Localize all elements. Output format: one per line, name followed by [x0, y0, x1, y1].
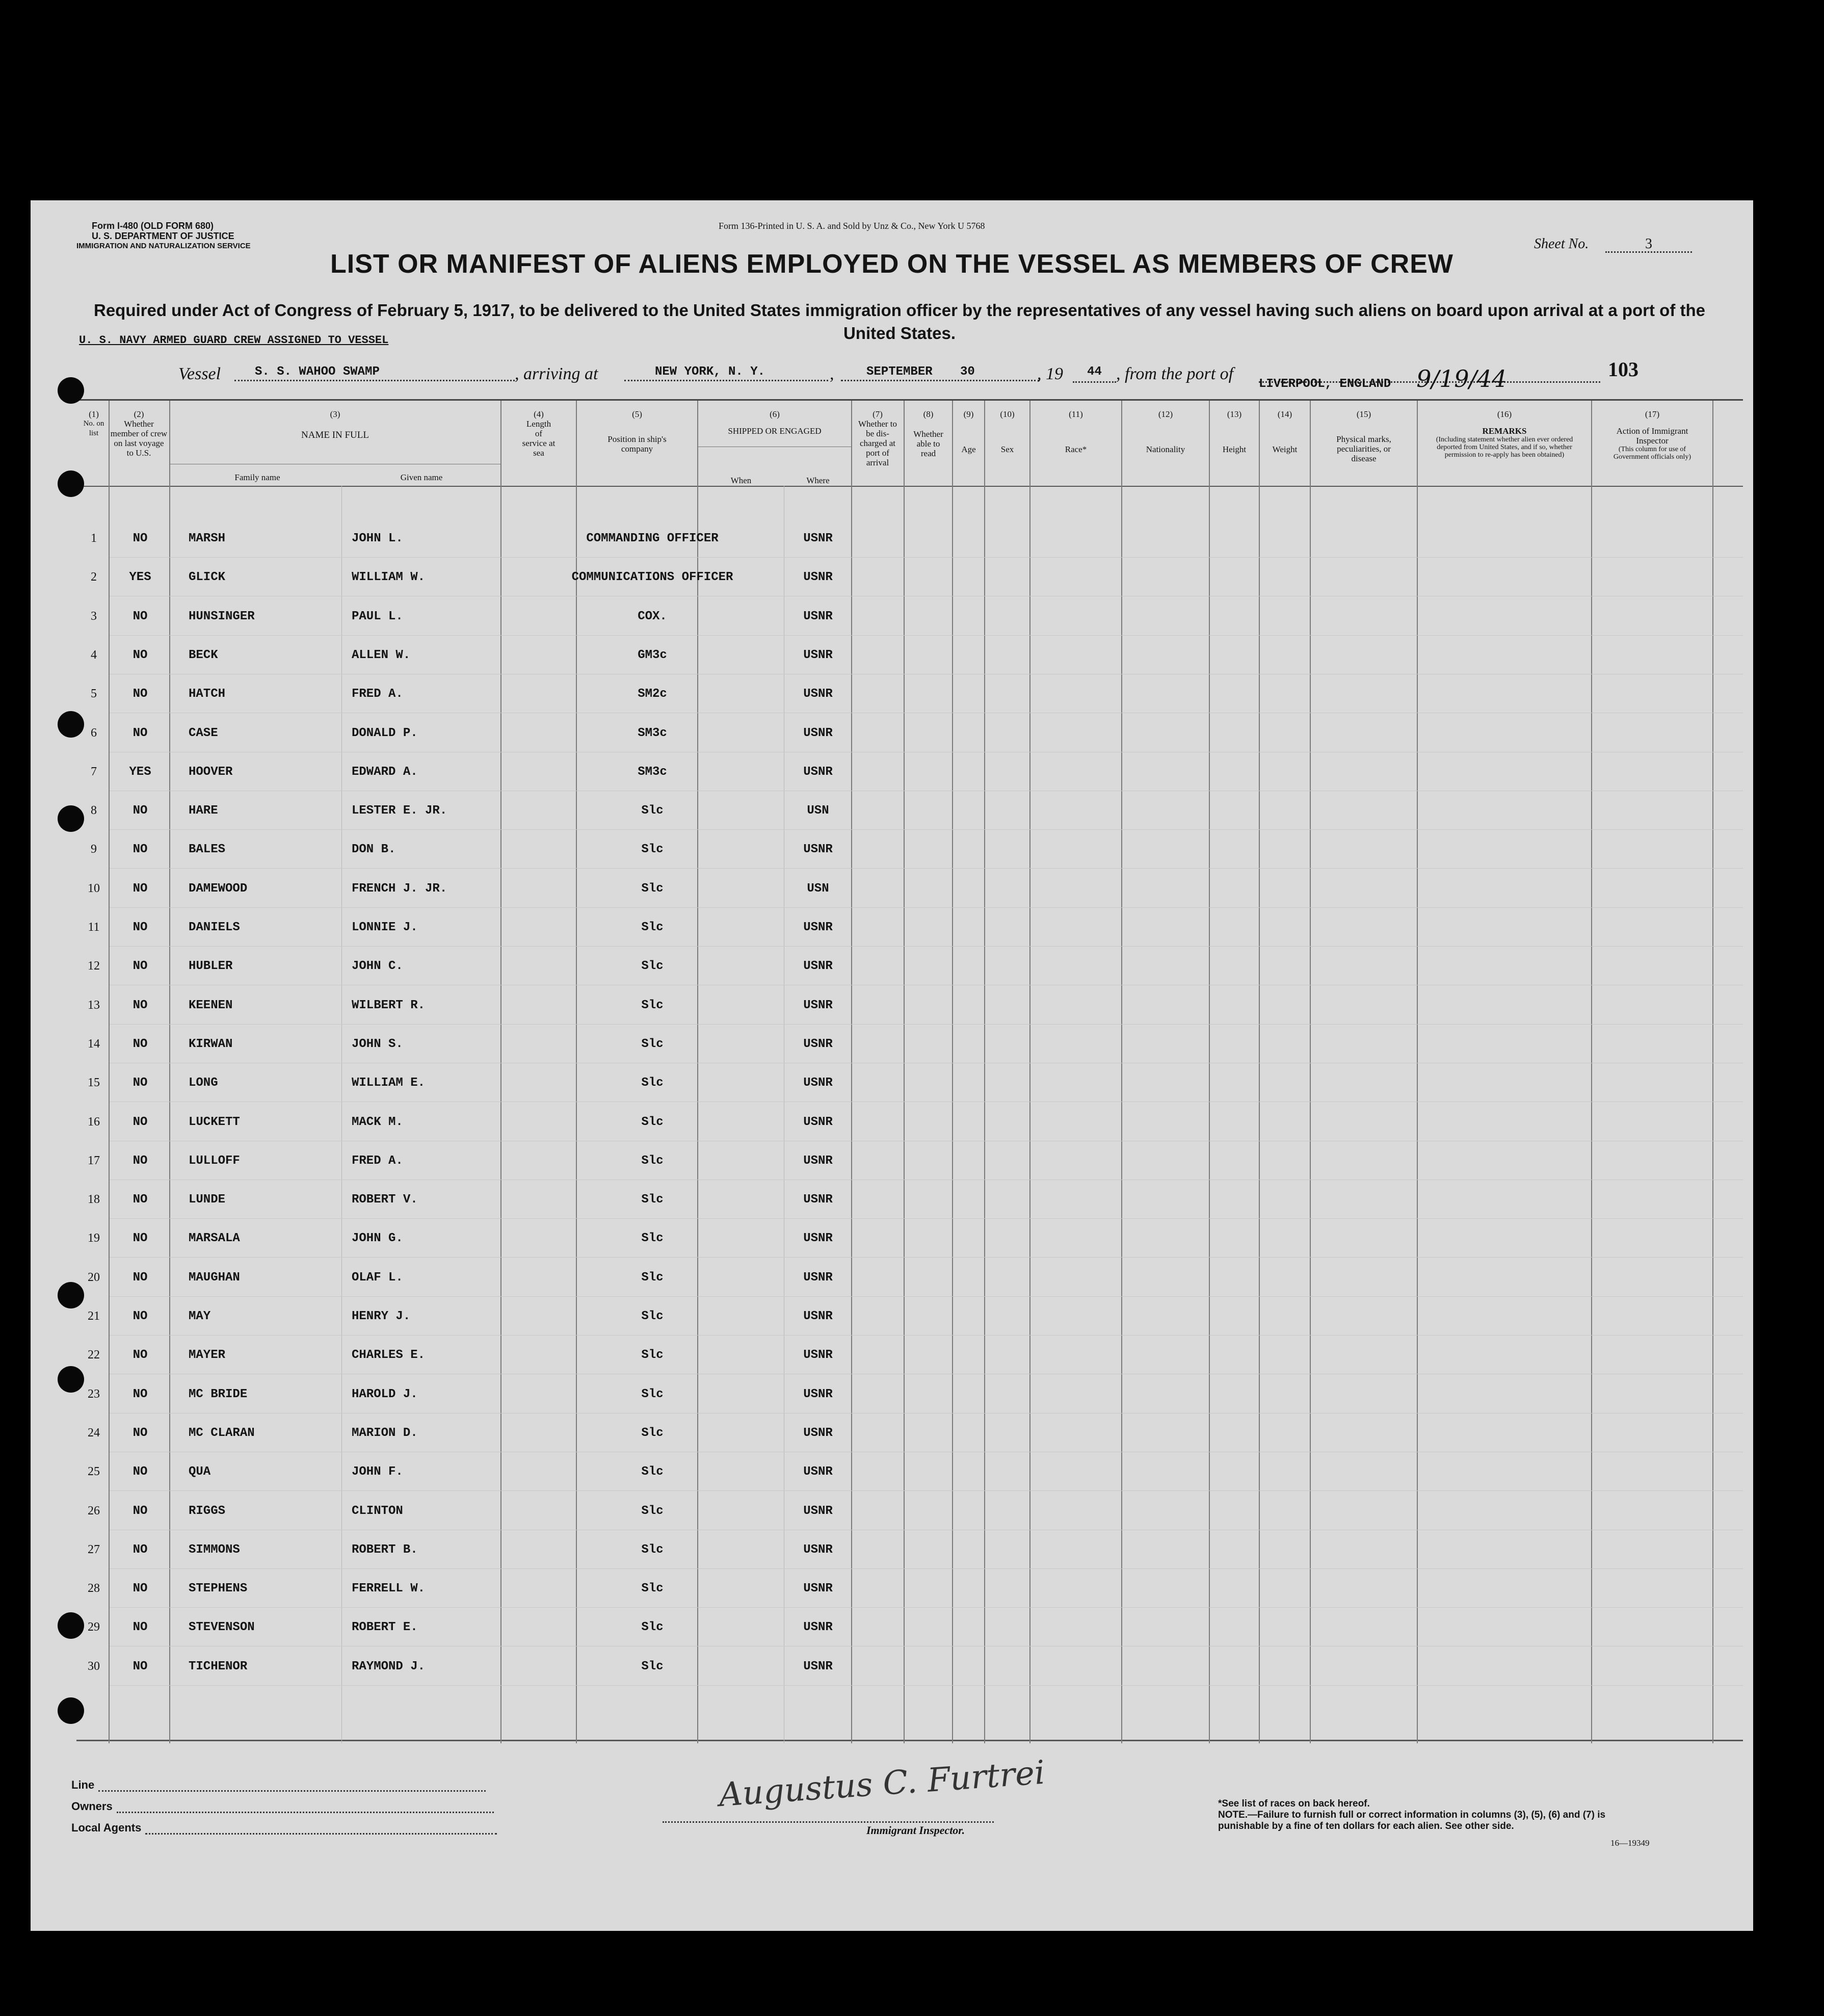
- footer-labels: [71, 1770, 497, 1835]
- punch-hole: [58, 377, 84, 404]
- given-name: HAROLD J.: [352, 1387, 418, 1401]
- row-number: 29: [88, 1620, 100, 1634]
- last-voyage: NO: [133, 1232, 148, 1246]
- manifest-sheet: Form I-480 (OLD FORM 680) U. S. DEPARTMENT OF JUSTICE IMMIGRATION AND NATURALIZATION SERVICE Form 136-Printed in U. S. A. and Sold by Unz & Co., New York U 5768 Sheet No. 3 LIST OR MANIFEST OF ALIENS EMPLOYED ON THE VESSEL AS MEMBERS OF CREW Required under Act of Congress of February 5, 1917, to be delivered to the United States immigration officer by the representatives of any vessel having such aliens on board upon arrival at a port of the United States. U. S. NAVY ARMED GUARD CREW ASSIGNED TO VESSEL Vessel S. S. WAHOO SWAMP , arriving at NEW YORK, N. Y. , SEPTEMBER 30 , 19 44 , from the port of LIVERPOOL, ENGLAND 9/19/44 103 (1) No. on list (2) Whether member of crew on last voyage to U.S. (3) NAME IN FULL Family name Given name (4) Length of service at sea (5) Position in ship's company (6) SHIPPED OR ENGAGED When Where (7) Whether to be dis-charged at port of arrival (8) Whether able to read (9) Age (10) Sex (11) Race* (12) Nationality (13) Height (14) Weight (15) Physical marks, peculiarities, or disease (16) REMARKS (Including statement whether alien ever ordered deported from United States, and if so, whether permission to re-apply has been obtained) (17) Action of Immigrant Inspector (This column for use of Government officials only) 1 NO MARSH JOHN L. COMMANDING OFFICER USNR 2 YES GLICK WILLIAM W. COMMUNICATIONS OFFICER USNR 3 NO HUNSINGER PAUL L. COX. USNR 4 NO BECK ALLEN W. GM3c USNR 5 NO HATCH FRED A. SM2c USNR 6 NO CASE DONALD P. SM3c USNR 7 YES HOOVER EDWARD A. SM3c USNR 8 NO HARE LESTER E. JR. Slc USN 9 NO BALES DON B. Slc USNR 10 NO DAMEWOOD FRENCH J. JR. Slc USN 11 NO DANIELS LONNIE J. Slc USNR 12 NO HUBLER JOHN C. Slc USNR 13 NO KEENEN WILBERT R. Slc USNR 14 NO KIRWAN JOHN S. Slc USNR 15 NO LONG WILLIAM E. Slc USNR 16 NO LUCKETT MACK M. Slc USNR 17 NO LULLOFF FRED A. Slc USNR 18 NO LUNDE ROBERT V. Slc USNR 19 NO MARSALA JOHN G. Slc USNR 20 NO MAUGHAN OLAF L. Slc USNR 21 NO MAY HENRY J. Slc USNR 22 NO MAYER CHARLES E. Slc USNR 23 NO MC BRIDE HAROLD J. Slc USNR 24 NO MC CLARAN MARION D. Slc USNR 25 NO QUA JOHN F. Slc USNR 26 NO RIGGS CLINTON Slc USNR 27 NO SIMMONS ROBERT B. Slc USNR 28 NO STEPHENS FERRELL W. Slc USNR 29 NO STEVENSON ROBERT E. Slc USNR 30 NO TICHENOR RAYMOND J. Slc USNR Line Owners Local Agents Augustus C. Furtrei Immigrant Inspector. *See list of races on back hereof. NOTE.—Failure to furnish full or correct information in columns (3), (5), (6) and (7) is punishable by a fine of ten dollars for each alien. See other side. 16—19349: [31, 200, 1753, 1931]
- given-name: JOHN G.: [352, 1232, 403, 1246]
- arrival-day: 30: [960, 365, 975, 379]
- crew-note: U. S. NAVY ARMED GUARD CREW ASSIGNED TO VESSEL: [79, 334, 389, 347]
- last-voyage: NO: [133, 1504, 148, 1518]
- col-16-header: (16) REMARKS (Including statement whether alien ever ordered deported from United States, and if so, whether permission to re-apply has been obtained): [1436, 409, 1573, 459]
- row-number: 19: [88, 1232, 100, 1245]
- ship-position: SM3c: [638, 726, 667, 740]
- shipped-where: USNR: [803, 1426, 833, 1440]
- family-name: SIMMONS: [189, 1542, 240, 1557]
- footer-notes: [1218, 1798, 1616, 1832]
- punch-hole: [58, 470, 84, 497]
- shipped-where-header: Where: [806, 476, 830, 485]
- family-name: KIRWAN: [189, 1037, 233, 1051]
- shipped-where: USNR: [803, 959, 833, 974]
- shipped-where: USNR: [803, 1232, 833, 1246]
- ship-position: COX.: [638, 609, 667, 623]
- last-voyage: NO: [133, 843, 148, 857]
- shipped-where: USNR: [803, 1620, 833, 1635]
- ship-position: Slc: [641, 1426, 664, 1440]
- row-number: 30: [88, 1659, 100, 1673]
- last-voyage: NO: [133, 687, 148, 701]
- col-15-header: (15) Physical marks, peculiarities, or disease: [1336, 409, 1391, 463]
- row-number: 28: [88, 1582, 100, 1595]
- row-number: 15: [88, 1076, 100, 1090]
- arrival-year: 44: [1073, 365, 1116, 383]
- inspector-signature: Augustus C. Furtrei: [718, 1753, 1046, 1815]
- sheet-label: Sheet No.: [1534, 236, 1589, 252]
- given-name: JOHN C.: [352, 959, 403, 974]
- family-name: LONG: [189, 1076, 218, 1090]
- row-number: 18: [88, 1193, 100, 1207]
- last-voyage: YES: [129, 765, 151, 779]
- row-number: 17: [88, 1154, 100, 1167]
- shipped-where: USNR: [803, 1582, 833, 1596]
- row-number: 13: [88, 998, 100, 1012]
- col-7-header: (7) Whether to be dis-charged at port of arrival: [858, 409, 897, 467]
- ship-position: Slc: [641, 998, 664, 1012]
- page-number: 103: [1608, 358, 1638, 381]
- shipped-where: USNR: [803, 921, 833, 934]
- last-voyage: NO: [133, 1310, 148, 1323]
- col-6-header: (6) SHIPPED OR ENGAGED: [728, 409, 822, 436]
- ship-position: Slc: [641, 843, 664, 857]
- ship-position: COMMANDING OFFICER: [586, 532, 719, 545]
- last-voyage: NO: [133, 1037, 148, 1051]
- given-name: ROBERT V.: [352, 1193, 418, 1207]
- ship-position: COMMUNICATIONS OFFICER: [571, 570, 733, 585]
- vessel-name: S. S. WAHOO SWAMP: [234, 365, 515, 381]
- shipped-where: USNR: [803, 1076, 833, 1090]
- punch-hole: [58, 1282, 84, 1308]
- given-name: RAYMOND J.: [352, 1659, 426, 1673]
- family-name: HUBLER: [189, 959, 233, 974]
- given-name: DON B.: [352, 843, 396, 857]
- shipped-where: USNR: [803, 1270, 833, 1285]
- given-name: FRED A.: [352, 1154, 403, 1168]
- last-voyage: NO: [133, 1620, 148, 1635]
- punch-hole: [58, 1366, 84, 1393]
- col-14-header: (14) Weight: [1272, 409, 1298, 454]
- last-voyage: NO: [133, 921, 148, 934]
- given-name: JOHN F.: [352, 1465, 403, 1479]
- col-17-header: (17) Action of Immigrant Inspector (This column for use of Government officials only): [1613, 409, 1691, 461]
- given-name: PAUL L.: [352, 609, 403, 623]
- given-name: OLAF L.: [352, 1270, 403, 1285]
- punch-hole: [58, 1612, 84, 1639]
- given-name: WILBERT R.: [352, 998, 426, 1012]
- shipped-where: USNR: [803, 843, 833, 857]
- shipped-where: USNR: [803, 1504, 833, 1518]
- family-name: DAMEWOOD: [189, 881, 248, 896]
- family-name: GLICK: [189, 570, 226, 585]
- ship-position: Slc: [641, 959, 664, 974]
- col-3-header: (3) NAME IN FULL: [301, 409, 369, 440]
- from-port-text: LIVERPOOL, ENGLAND: [1259, 377, 1391, 391]
- row-number: 21: [88, 1310, 100, 1323]
- given-name: LONNIE J.: [352, 921, 418, 934]
- last-voyage: NO: [133, 1154, 148, 1168]
- last-voyage: NO: [133, 1387, 148, 1401]
- family-name: CASE: [189, 726, 218, 740]
- inspector-label: Immigrant Inspector.: [866, 1824, 965, 1837]
- family-name: HOOVER: [189, 765, 233, 779]
- ship-position: Slc: [641, 1542, 664, 1557]
- last-voyage: NO: [133, 1426, 148, 1440]
- row-number: 14: [88, 1037, 100, 1051]
- shipped-where: USNR: [803, 1542, 833, 1557]
- race-note: *See list of races on back hereof.: [1218, 1798, 1370, 1809]
- given-name: JOHN L.: [352, 532, 403, 545]
- last-voyage: NO: [133, 804, 148, 818]
- row-number: 3: [91, 609, 97, 623]
- last-voyage: NO: [133, 1193, 148, 1207]
- col-1-header: (1) No. on list: [83, 409, 104, 437]
- row-number: 8: [91, 804, 97, 818]
- local-agents-label: Local Agents: [71, 1821, 142, 1834]
- given-name: EDWARD A.: [352, 765, 418, 779]
- penalty-note: NOTE.—Failure to furnish full or correct information in columns (3), (5), (6) and (7) is punishable by a fine of ten dollars for each alien. See other side.: [1218, 1810, 1606, 1831]
- given-name: MACK M.: [352, 1115, 403, 1129]
- shipped-where: USN: [807, 881, 829, 896]
- given-name: HENRY J.: [352, 1310, 411, 1323]
- shipped-where: USNR: [803, 998, 833, 1012]
- shipped-where: USNR: [803, 648, 833, 662]
- given-name: CHARLES E.: [352, 1348, 426, 1363]
- family-name: STEVENSON: [189, 1620, 255, 1635]
- shipped-where: USNR: [803, 1037, 833, 1051]
- last-voyage: NO: [133, 609, 148, 623]
- last-voyage: NO: [133, 532, 148, 545]
- family-name: MC BRIDE: [189, 1387, 248, 1401]
- printer-line: Form 136-Printed in U. S. A. and Sold by Unz & Co., New York U 5768: [719, 221, 985, 231]
- last-voyage: NO: [133, 648, 148, 662]
- shipped-where: USNR: [803, 609, 833, 623]
- shipped-where: USNR: [803, 1659, 833, 1673]
- ship-position: Slc: [641, 1310, 664, 1323]
- shipped-where: USNR: [803, 1115, 833, 1129]
- family-name: KEENEN: [189, 998, 233, 1012]
- shipped-where: USNR: [803, 726, 833, 740]
- last-voyage: NO: [133, 1115, 148, 1129]
- table-top-rule: [76, 399, 1743, 401]
- manifest-title: LIST OR MANIFEST OF ALIENS EMPLOYED ON THE VESSEL AS MEMBERS OF CREW: [330, 249, 1453, 279]
- shipped-where: USNR: [803, 765, 833, 779]
- shipped-where: USNR: [803, 1310, 833, 1323]
- ship-position: Slc: [641, 1582, 664, 1596]
- given-name: WILLIAM E.: [352, 1076, 426, 1090]
- punch-hole: [58, 805, 84, 832]
- family-name: MARSH: [189, 532, 226, 545]
- shipped-where: USNR: [803, 570, 833, 585]
- ship-position: Slc: [641, 1620, 664, 1635]
- shipped-where: USNR: [803, 532, 833, 545]
- row-number: 25: [88, 1465, 100, 1479]
- given-name: ROBERT B.: [352, 1542, 418, 1557]
- shipped-where: USNR: [803, 1387, 833, 1401]
- col-4-header: (4) Length of service at sea: [522, 409, 556, 458]
- family-name: LULLOFF: [189, 1154, 240, 1168]
- last-voyage: NO: [133, 1348, 148, 1363]
- arrival-month: SEPTEMBER: [866, 365, 933, 379]
- handwritten-date: 9/19/44: [1416, 365, 1507, 392]
- family-name: MAUGHAN: [189, 1270, 240, 1285]
- row-number: 23: [88, 1387, 100, 1401]
- year-prefix: , 19: [1037, 364, 1063, 383]
- ship-position: Slc: [641, 1232, 664, 1246]
- service-name: IMMIGRATION AND NATURALIZATION SERVICE: [76, 242, 251, 250]
- family-name: DANIELS: [189, 921, 240, 934]
- given-name: FERRELL W.: [352, 1582, 426, 1596]
- last-voyage: YES: [129, 570, 151, 585]
- row-number: 9: [91, 843, 97, 856]
- family-name: QUA: [189, 1465, 211, 1479]
- given-name: JOHN S.: [352, 1037, 403, 1051]
- table-bottom-rule: [76, 1740, 1743, 1741]
- given-name: WILLIAM W.: [352, 570, 426, 585]
- shipped-where: USNR: [803, 1193, 833, 1207]
- family-name: HATCH: [189, 687, 226, 701]
- form-number: Form I-480 (OLD FORM 680): [92, 221, 214, 231]
- family-name: HARE: [189, 804, 218, 818]
- ship-position: GM3c: [638, 648, 667, 662]
- shipped-where: USNR: [803, 1348, 833, 1363]
- arriving-port: NEW YORK, N. Y.: [624, 365, 828, 381]
- last-voyage: NO: [133, 1659, 148, 1673]
- given-name: FRENCH J. JR.: [352, 881, 447, 896]
- row-number: 5: [91, 687, 97, 701]
- ship-position: Slc: [641, 1659, 664, 1673]
- ship-position: Slc: [641, 1076, 664, 1090]
- given-name-header: Given name: [400, 473, 443, 482]
- shipped-where: USNR: [803, 687, 833, 701]
- row-number: 11: [88, 921, 100, 934]
- family-name: STEPHENS: [189, 1582, 248, 1596]
- row-number: 16: [88, 1115, 100, 1129]
- owners-label: Owners: [71, 1800, 113, 1813]
- ship-position: Slc: [641, 804, 664, 818]
- ship-position: Slc: [641, 1115, 664, 1129]
- given-name: FRED A.: [352, 687, 403, 701]
- family-name: MC CLARAN: [189, 1426, 255, 1440]
- col-5-header: (5) Position in ship's company: [607, 409, 667, 454]
- ship-position: Slc: [641, 1387, 664, 1401]
- ship-position: Slc: [641, 1348, 664, 1363]
- arrival-date: [841, 365, 1040, 381]
- ship-position: Slc: [641, 1465, 664, 1479]
- given-name: MARION D.: [352, 1426, 418, 1440]
- family-name: MARSALA: [189, 1232, 240, 1246]
- from-port-label: , from the port of: [1116, 364, 1234, 383]
- line-label: Line: [71, 1778, 95, 1791]
- shipped-where: USNR: [803, 1465, 833, 1479]
- family-name: LUNDE: [189, 1193, 226, 1207]
- family-name: LUCKETT: [189, 1115, 240, 1129]
- row-number: 6: [91, 726, 97, 740]
- given-name: ROBERT E.: [352, 1620, 418, 1635]
- row-number: 2: [91, 570, 97, 584]
- col-11-header: (11) Race*: [1065, 409, 1087, 454]
- col-9-header: (9) Age: [961, 409, 976, 454]
- given-name: LESTER E. JR.: [352, 804, 447, 818]
- punch-hole: [58, 711, 84, 738]
- last-voyage: NO: [133, 1582, 148, 1596]
- last-voyage: NO: [133, 1270, 148, 1285]
- row-number: 4: [91, 648, 97, 662]
- given-name: DONALD P.: [352, 726, 418, 740]
- col-2-header: (2) Whether member of crew on last voyage to U.S.: [110, 409, 168, 458]
- given-name: ALLEN W.: [352, 648, 411, 662]
- row-number: 12: [88, 959, 100, 973]
- last-voyage: NO: [133, 726, 148, 740]
- last-voyage: NO: [133, 1465, 148, 1479]
- family-name: BALES: [189, 843, 226, 857]
- ship-position: SM2c: [638, 687, 667, 701]
- family-name: HUNSINGER: [189, 609, 255, 623]
- ship-position: Slc: [641, 1270, 664, 1285]
- ship-position: Slc: [641, 1193, 664, 1207]
- sheet-number: 3: [1605, 236, 1692, 253]
- family-name: RIGGS: [189, 1504, 226, 1518]
- row-number: 26: [88, 1504, 100, 1517]
- department-name: U. S. DEPARTMENT OF JUSTICE: [92, 231, 234, 241]
- last-voyage: NO: [133, 881, 148, 896]
- row-number: 22: [88, 1348, 100, 1362]
- ship-position: Slc: [641, 921, 664, 934]
- arriving-label: , arriving at: [515, 364, 598, 383]
- ship-position: Slc: [641, 1154, 664, 1168]
- family-name: BECK: [189, 648, 218, 662]
- family-name: TICHENOR: [189, 1659, 248, 1673]
- family-name: MAYER: [189, 1348, 226, 1363]
- vessel-label: Vessel: [178, 364, 221, 383]
- row-number: 27: [88, 1542, 100, 1556]
- act-statement: Required under Act of Congress of February 5, 1917, to be delivered to the United States immigration officer by the representatives of any vessel having such aliens on board upon arrival at a port of the United States.: [93, 301, 1705, 343]
- col-10-header: (10) Sex: [1000, 409, 1015, 454]
- given-name: CLINTON: [352, 1504, 403, 1518]
- col-13-header: (13) Height: [1222, 409, 1247, 454]
- from-port: [1259, 365, 1600, 392]
- ship-position: Slc: [641, 881, 664, 896]
- row-number: 10: [88, 881, 100, 895]
- ship-position: SM3c: [638, 765, 667, 779]
- col-8-header: (8) Whether able to read: [913, 409, 943, 458]
- shipped-where: USN: [807, 804, 829, 818]
- shipped-when-header: When: [730, 476, 752, 485]
- form-code: 16—19349: [1610, 1838, 1650, 1848]
- last-voyage: NO: [133, 1542, 148, 1557]
- row-number: 1: [91, 532, 97, 545]
- row-number: 24: [88, 1426, 100, 1439]
- family-name: MAY: [189, 1310, 211, 1323]
- shipped-where: USNR: [803, 1154, 833, 1168]
- last-voyage: NO: [133, 959, 148, 974]
- table-header-rule: [76, 486, 1743, 487]
- last-voyage: NO: [133, 998, 148, 1012]
- family-name-header: Family name: [234, 473, 280, 482]
- form-id-block: [76, 221, 251, 251]
- ship-position: Slc: [641, 1504, 664, 1518]
- row-number: 20: [88, 1270, 100, 1284]
- last-voyage: NO: [133, 1076, 148, 1090]
- col-12-header: (12) Nationality: [1146, 409, 1185, 454]
- row-number: 7: [91, 765, 97, 778]
- ship-position: Slc: [641, 1037, 664, 1051]
- punch-hole: [58, 1697, 84, 1724]
